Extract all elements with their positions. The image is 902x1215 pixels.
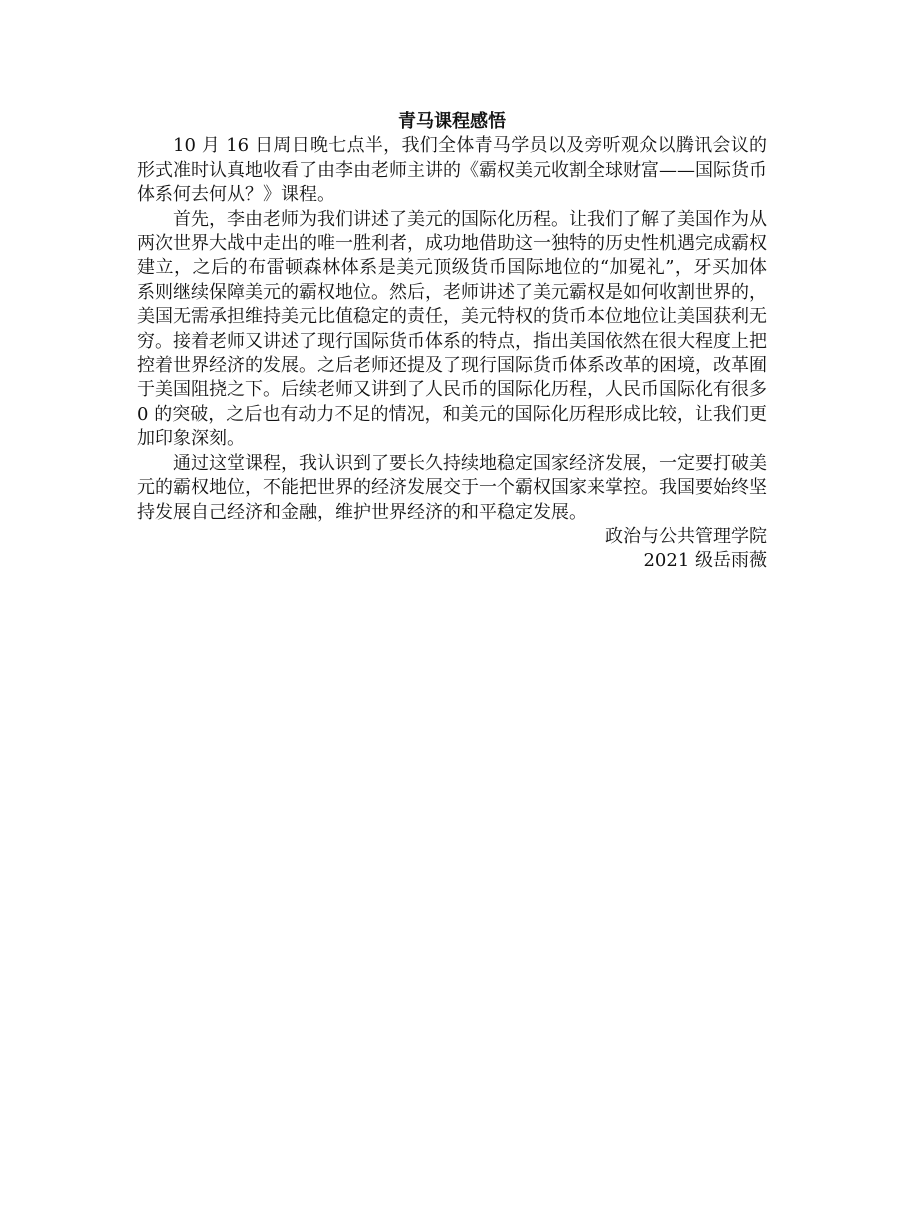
paragraph-content: 首先，李由老师为我们讲述了美元的国际化历程。让我们了解了美国作为从两次世界大战中走出的唯一胜利者，成功地借助这一独特的历史性机遇完成霸权建立，之后的布雷顿森林体系是美元顶级货币国际地位的“加冕礼”，牙买加体系则继续保障美元的霸权地位。然后，老师讲述了美元霸权是如何收割世界的，美国无需承担维持美元比值稳定的责任，美元特权的货币本位地位让美国获利无穷。接着老师又讲述了现行国际货币体系的特点，指出美国依然在很大程度上把控着世界经济的发展。之后老师还提及了现行国际货币体系改革的困境，改革囿于美国阻挠之下。后续老师又讲到了人民币的国际化历程，人民币国际化有很多 0 的突破，之后也有动力不足的情况，和美元的国际化历程形成比较，让我们更加印象深刻。 xyxy=(137,208,767,450)
paragraph-conclusion: 通过这堂课程，我认识到了要长久持续地稳定国家经济发展，一定要打破美元的霸权地位，不能把世界的经济发展交于一个霸权国家来掌控。我国要始终坚持发展自己经济和金融，维护世界经济的和平稳定发展。 xyxy=(137,452,767,523)
document-title: 青马课程感悟 xyxy=(398,111,506,132)
signature-school: 政治与公共管理学院 xyxy=(605,525,767,547)
paragraph-intro: 10 月 16 日周日晚七点半，我们全体青马学员以及旁听观众以腾讯会议的形式准时认真地收看了由李由老师主讲的《霸权美元收割全球财富——国际货币体系何去何从？》课程。 xyxy=(137,135,767,206)
signature-author: 2021 级岳雨薇 xyxy=(643,550,767,572)
document-body xyxy=(137,110,767,574)
